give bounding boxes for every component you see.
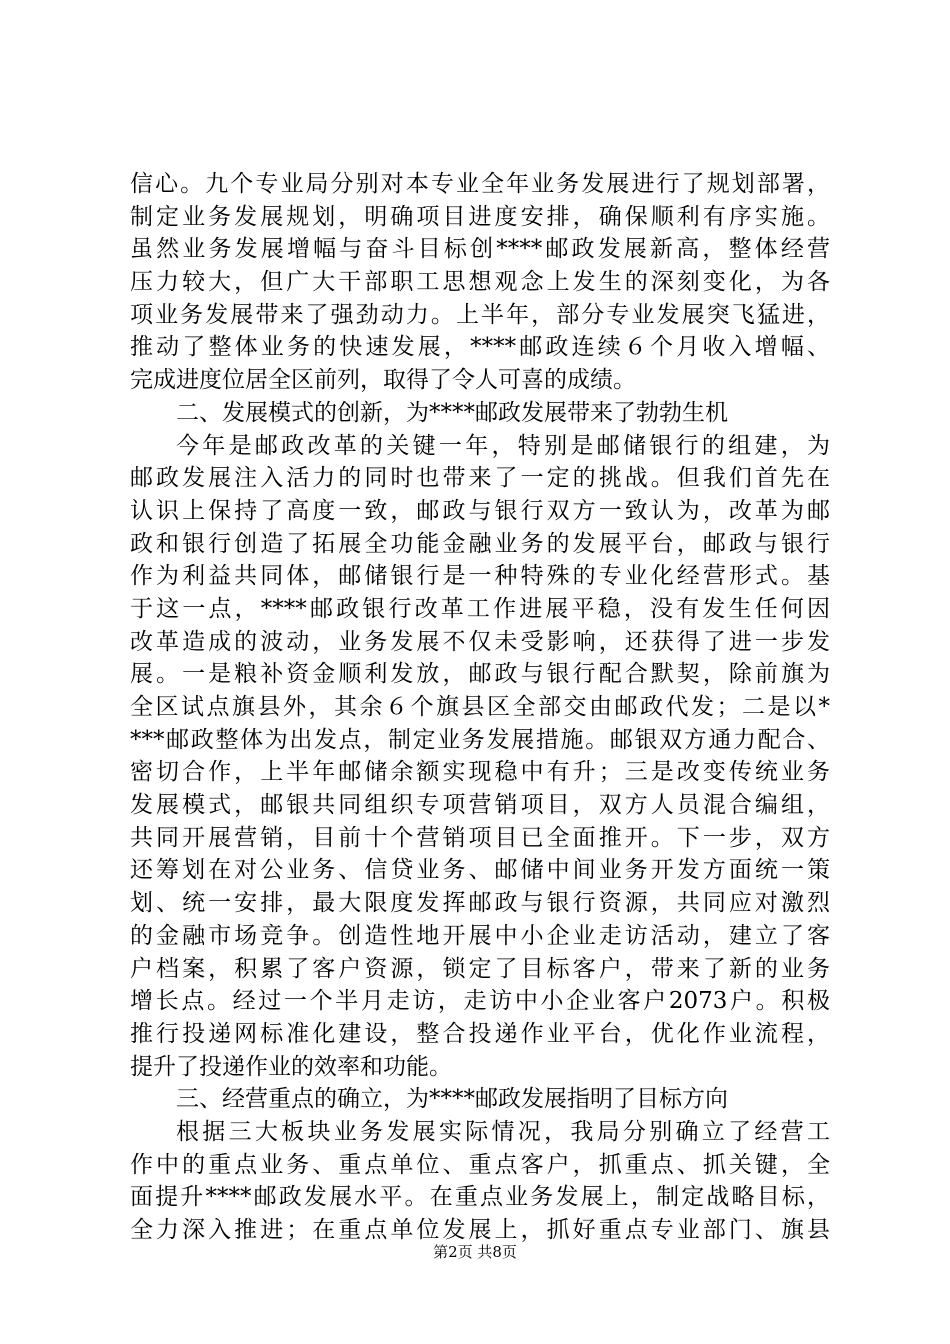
text-line: 政和银行创造了拓展全功能金融业务的发展平台，邮政与银行 bbox=[130, 530, 830, 557]
text-line: 推动了整体业务的快速发展，****邮政连续６个月收入增幅、 bbox=[130, 334, 830, 361]
text-line: 增长点。经过一个半月走访，走访中小企业客户2073户。积极 bbox=[130, 988, 830, 1015]
page-number: 第2页 共8页 bbox=[433, 1243, 517, 1261]
text-line: 于这一点，****邮政银行改革工作进展平稳，没有发生任何因 bbox=[130, 595, 830, 622]
text-line: 户档案，积累了客户资源，锁定了目标客户，带来了新的业务 bbox=[130, 955, 830, 982]
text-line: 全区试点旗县外，其余６个旗县区全部交由邮政代发；二是以* bbox=[130, 694, 830, 720]
text-line: 根据三大板块业务发展实际情况，我局分别确立了经营工 bbox=[176, 1118, 830, 1145]
body-text bbox=[130, 168, 830, 1247]
text-line: 展。一是粮补资金顺利发放，邮政与银行配合默契，除前旗为 bbox=[130, 661, 830, 688]
text-line: 虽然业务发展增幅与奋斗目标创****邮政发展新高，整体经营 bbox=[130, 236, 830, 263]
text-line: 还筹划在对公业务、信贷业务、邮储中间业务开发方面统一策 bbox=[130, 857, 830, 884]
text-line: 密切合作，上半年邮储余额实现稳中有升；三是改变传统业务 bbox=[130, 759, 830, 786]
text-line: ***邮政整体为出发点，制定业务发展措施。邮银双方通力配合、 bbox=[130, 726, 830, 753]
text-line: 今年是邮政改革的关键一年，特别是邮储银行的组建，为 bbox=[176, 432, 830, 459]
text-line: 全力深入推进；在重点单位发展上，抓好重点专业部门、旗县 bbox=[130, 1217, 830, 1243]
page-footer bbox=[0, 1242, 950, 1262]
text-line: 完成进度位居全区前列，取得了令人可喜的成绩。 bbox=[130, 367, 636, 394]
text-line: 推行投递网标准化建设，整合投递作业平台，优化作业流程， bbox=[130, 1020, 830, 1047]
text-line: 信心。九个专业局分别对本专业全年业务发展进行了规划部署， bbox=[130, 171, 830, 197]
text-line: 邮政发展注入活力的同时也带来了一定的挑战。但我们首先在 bbox=[130, 465, 830, 492]
text-line: 共同开展营销，目前十个营销项目已全面推开。下一步，双方 bbox=[130, 824, 830, 851]
section-heading: 二、发展模式的创新，为****邮政发展带来了勃勃生机 bbox=[176, 399, 728, 426]
text-line: 认识上保持了高度一致，邮政与银行双方一致认为，改革为邮 bbox=[130, 497, 830, 524]
text-line: 作为利益共同体，邮储银行是一种特殊的专业化经营形式。基 bbox=[130, 563, 830, 590]
text-line: 发展模式，邮银共同组织专项营销项目，双方人员混合编组， bbox=[130, 792, 830, 819]
text-line: 提升了投递作业的效率和功能。 bbox=[130, 1053, 452, 1080]
text-line: 划、统一安排，最大限度发挥邮政与银行资源，共同应对激烈 bbox=[130, 890, 830, 917]
text-line: 作中的重点业务、重点单位、重点客户，抓重点、抓关键，全 bbox=[130, 1151, 830, 1178]
section-heading: 三、经营重点的确立，为****邮政发展指明了目标方向 bbox=[176, 1086, 728, 1113]
text-line: 面提升****邮政发展水平。在重点业务发展上，制定战略目标， bbox=[130, 1184, 830, 1211]
text-line: 压力较大，但广大干部职工思想观念上发生的深刻变化，为各 bbox=[130, 269, 830, 296]
text-line: 的金融市场竞争。创造性地开展中小企业走访活动，建立了客 bbox=[130, 922, 830, 949]
text-line: 项业务发展带来了强劲动力。上半年，部分专业发展突飞猛进， bbox=[130, 301, 830, 328]
text-line: 制定业务发展规划，明确项目进度安排，确保顺利有序实施。 bbox=[130, 203, 830, 230]
text-line: 改革造成的波动，业务发展不仅未受影响，还获得了进一步发 bbox=[130, 628, 830, 655]
